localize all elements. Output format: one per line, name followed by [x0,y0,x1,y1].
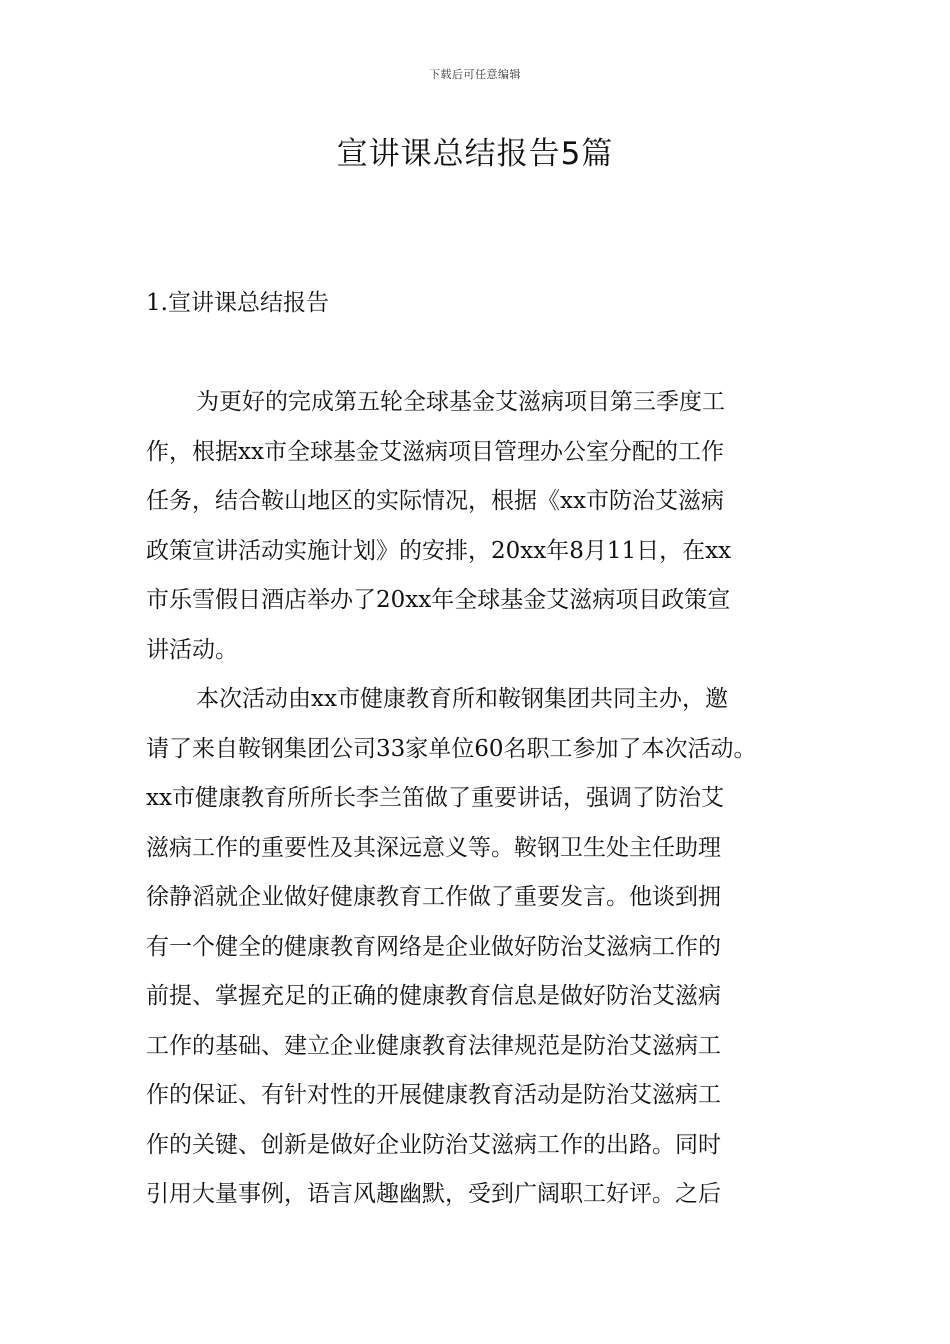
text-line: 为更好的完成第五轮全球基金艾滋病项目第三季度工 [196,389,725,415]
text-line: 讲活动。 [146,636,238,663]
text-line: 滋病工作的重要性及其深远意义等。鞍钢卫生处主任助理 [146,834,721,861]
paragraph-2 [146,675,810,1220]
text-line: 市乐雪假日酒店举办了20xx年全球基金艾滋病项目政策宣 [146,587,731,613]
text-line: xx市健康教育所所长李兰笛做了重要讲话，强调了防治艾 [146,785,724,811]
document-body [146,378,810,1220]
text-line: 任务，结合鞍山地区的实际情况，根据《xx市防治艾滋病 [146,488,724,514]
text-line: 徐静滔就企业做好健康教育工作做了重要发言。他谈到拥 [146,884,721,910]
text-line: 作的保证、有针对性的开展健康教育活动是防治艾滋病工 [146,1082,721,1108]
text-line: 有一个健全的健康教育网络是企业做好防治艾滋病工作的 [146,933,721,960]
text-line: 前提、掌握充足的正确的健康教育信息是做好防治艾滋病 [146,983,721,1009]
header-note: 下载后可任意编辑 [429,68,521,81]
text-line: 引用大量事例，语言风趣幽默，受到广阔职工好评。之后 [146,1181,721,1207]
document-title: 宣讲课总结报告5篇 [336,136,614,172]
text-line: 本次活动由xx市健康教育所和鞍钢集团共同主办，邀 [196,686,728,712]
text-line: 作的关键、创新是做好企业防治艾滋病工作的出路。同时 [146,1131,721,1158]
paragraph-1 [146,378,810,675]
text-line: 请了来自鞍钢集团公司33家单位60名职工参加了本次活动。 [146,735,757,762]
text-line: 政策宣讲活动实施计划》的安排，20xx年8月11日，在xx [146,537,732,564]
text-line: 作，根据xx市全球基金艾滋病项目管理办公室分配的工作 [146,438,724,465]
text-line: 工作的基础、建立企业健康教育法律规范是防治艾滋病工 [146,1032,721,1059]
section-heading: 1.宣讲课总结报告 [146,290,329,316]
